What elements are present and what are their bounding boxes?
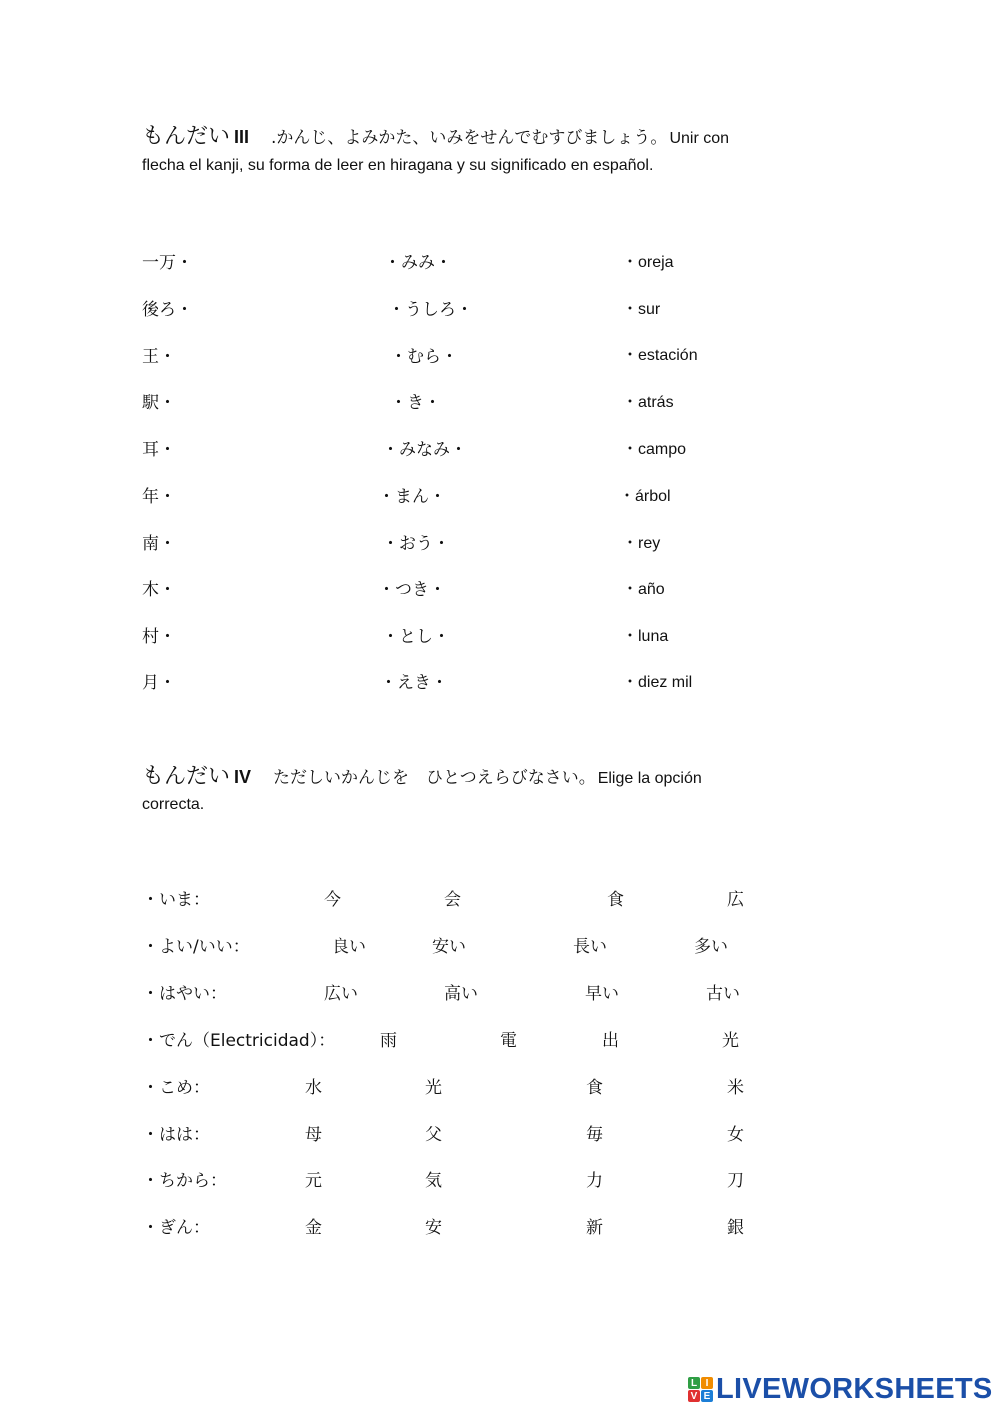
meaning-item[interactable]: ・año — [622, 581, 665, 598]
section-4-number: IV — [234, 767, 252, 787]
logo-letter: L — [688, 1377, 700, 1389]
kanji-item[interactable]: 王・ — [142, 347, 176, 367]
choice-option[interactable]: 元 — [305, 1171, 322, 1191]
section-4-instruction-es: Elige la opción — [597, 770, 702, 787]
reading-item[interactable]: ・みなみ・ — [382, 440, 467, 460]
choice-option[interactable]: 広 — [727, 890, 744, 910]
logo-mark-icon — [688, 1377, 713, 1402]
choice-option[interactable]: 光 — [425, 1078, 442, 1098]
choice-option[interactable]: 金 — [305, 1218, 322, 1238]
kanji-item[interactable]: 南・ — [142, 534, 176, 554]
reading-item[interactable]: ・むら・ — [390, 347, 458, 367]
choice-option[interactable]: 早い — [585, 984, 619, 1004]
section-4-instruction-jp: ただしいかんじを ひとつえらびなさい。 — [273, 768, 596, 788]
kanji-item[interactable]: 後ろ・ — [142, 300, 193, 320]
choice-prompt: ・こめ： — [142, 1078, 210, 1098]
meaning-item[interactable]: ・atrás — [622, 394, 674, 411]
kanji-item[interactable]: 木・ — [142, 580, 176, 600]
choice-prompt: ・でん（Electricidad）： — [142, 1031, 336, 1051]
meaning-item[interactable]: ・campo — [622, 441, 687, 458]
choice-prompt: ・いま： — [142, 890, 210, 910]
reading-item[interactable]: ・おう・ — [382, 534, 450, 554]
choice-option[interactable]: 長い — [573, 937, 607, 957]
logo-letter: E — [701, 1390, 713, 1402]
choice-option[interactable]: 食 — [586, 1078, 603, 1098]
section-3-heading — [142, 119, 729, 150]
reading-item[interactable]: ・つき・ — [378, 580, 446, 600]
choice-option[interactable]: 食 — [607, 890, 624, 910]
reading-item[interactable]: ・うしろ・ — [388, 300, 473, 320]
choice-option[interactable]: 電 — [500, 1031, 517, 1051]
choice-option[interactable]: 新 — [586, 1218, 603, 1238]
choice-option[interactable]: 安 — [425, 1218, 442, 1238]
section-3-number: III — [234, 127, 250, 147]
section-3-instruction-line2: flecha el kanji, su forma de leer en hiragana y su significado en español. — [142, 157, 654, 174]
choice-option[interactable]: 今 — [324, 890, 341, 910]
reading-item[interactable]: ・とし・ — [382, 627, 450, 647]
choice-option[interactable]: 多い — [694, 937, 728, 957]
section-3-instruction-jp: .かんじ、よみかた、いみをせんでむすびましょう。 — [271, 128, 668, 148]
choice-option[interactable]: 安い — [432, 937, 466, 957]
kanji-item[interactable]: 一万・ — [142, 253, 193, 273]
section-4-heading — [142, 759, 702, 790]
choice-prompt: ・はは： — [142, 1125, 210, 1145]
kanji-item[interactable]: 月・ — [142, 673, 176, 693]
choice-option[interactable]: 会 — [444, 890, 461, 910]
meaning-item[interactable]: ・rey — [622, 535, 661, 552]
choice-prompt: ・はやい： — [142, 984, 227, 1004]
choice-option[interactable]: 出 — [602, 1031, 619, 1051]
choice-prompt-wrap — [142, 1026, 335, 1051]
choice-option[interactable]: 力 — [586, 1171, 603, 1191]
choice-option[interactable]: 気 — [425, 1171, 442, 1191]
choice-option[interactable]: 毎 — [586, 1125, 603, 1145]
choice-prompt: ・ぎん： — [142, 1218, 210, 1238]
logo-letter: I — [701, 1377, 713, 1389]
reading-item[interactable]: ・みみ・ — [384, 253, 452, 273]
meaning-item[interactable]: ・estación — [622, 347, 698, 364]
choice-option[interactable]: 光 — [722, 1031, 739, 1051]
logo-letter: V — [688, 1390, 700, 1402]
liveworksheets-logo — [688, 1373, 993, 1406]
choice-option[interactable]: 刀 — [727, 1171, 744, 1191]
choice-option[interactable]: 良い — [332, 937, 366, 957]
section-4-title: もんだい — [142, 764, 231, 789]
section-4-instruction-line2: correcta. — [142, 796, 205, 813]
logo-text: LIVEWORKSHEETS — [716, 1373, 993, 1405]
meaning-item[interactable]: ・diez mil — [622, 674, 693, 691]
meaning-item[interactable]: ・luna — [622, 628, 669, 645]
reading-item[interactable]: ・まん・ — [378, 487, 446, 507]
choice-option[interactable]: 雨 — [380, 1031, 397, 1051]
meaning-item[interactable]: ・oreja — [622, 254, 674, 271]
choice-option[interactable]: 父 — [425, 1125, 442, 1145]
reading-item[interactable]: ・えき・ — [380, 673, 448, 693]
choice-option[interactable]: 高い — [444, 984, 478, 1004]
section-3-title: もんだい — [142, 124, 231, 149]
choice-option[interactable]: 水 — [305, 1078, 322, 1098]
choice-option[interactable]: 母 — [305, 1125, 322, 1145]
choice-option[interactable]: 米 — [727, 1078, 744, 1098]
meaning-item[interactable]: ・árbol — [619, 488, 671, 505]
choice-option[interactable]: 銀 — [727, 1218, 744, 1238]
kanji-item[interactable]: 村・ — [142, 627, 176, 647]
meaning-item[interactable]: ・sur — [622, 301, 661, 318]
kanji-item[interactable]: 年・ — [142, 487, 176, 507]
choice-option[interactable]: 古い — [706, 984, 740, 1004]
choice-prompt: ・よい/いい： — [142, 937, 250, 957]
choice-option[interactable]: 広い — [324, 984, 358, 1004]
kanji-item[interactable]: 耳・ — [142, 440, 176, 460]
choice-option[interactable]: 女 — [727, 1125, 744, 1145]
reading-item[interactable]: ・き・ — [390, 393, 441, 413]
choice-prompt: ・ちから： — [142, 1171, 227, 1191]
kanji-item[interactable]: 駅・ — [142, 393, 176, 413]
section-3-instruction-es: Unir con — [669, 130, 730, 147]
